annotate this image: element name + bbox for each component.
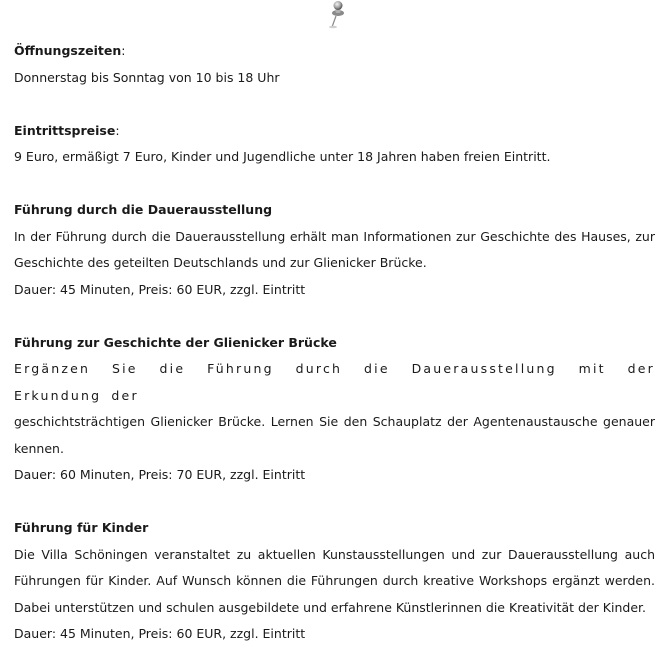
section-paragraph: Die Villa Schöningen veranstaltet zu aktuellen Kunstausstellungen und zur Dauerausstellung auch Führungen für Kinder. Auf Wunsch können die Führungen durch kreative Workshops ergänzt werden. Dabei unterstützen und schulen ausgebildete und erfahrene Künstlerinnen die Kreativität der Kinder. [14,546,655,615]
section-info: Dauer: 45 Minuten, Preis: 60 EUR, zzgl. Eintritt [14,281,306,297]
section-paragraph-first-line: Ergänzen Sie die Führung durch die Dauerausstellung mit der Erkundung der [14,361,655,403]
section-paragraph: In der Führung durch die Dauerausstellung erhält man Informationen zur Geschichte des Hauses, zur Geschichte des geteilten Deutschlands und zur Glienicker Brücke. [14,228,655,270]
opening-hours-text: Donnerstag bis Sonntag von 10 bis 18 Uhr [14,69,280,85]
section-paragraph: geschichtsträchtigen Glienicker Brücke. Lernen Sie den Schauplatz der Agentenaustausche genauer kennen. [14,414,655,456]
section-tour-glienicke-bridge [14,330,655,489]
section-heading: Führung durch die Dauerausstellung [14,202,273,217]
section-heading: Führung zur Geschichte der Glienicker Brücke [14,334,337,350]
pushpin-icon [327,0,349,30]
section-info: Dauer: 45 Minuten, Preis: 60 EUR, zzgl. Eintritt [14,626,306,641]
section-admission-prices [14,118,655,171]
section-info: Dauer: 60 Minuten, Preis: 70 EUR, zzgl. Eintritt [14,467,306,482]
admission-prices-text: 9 Euro, ermäßigt 7 Euro, Kinder und Jugendliche unter 18 Jahren haben freien Eintritt. [14,149,551,164]
section-heading: Öffnungszeiten: [14,43,126,58]
info-document [14,38,655,648]
section-opening-hours [14,38,655,91]
section-heading: Eintrittspreise: [14,122,120,138]
section-tour-children [14,515,655,648]
section-tour-permanent-exhibition [14,197,655,303]
section-heading: Führung für Kinder [14,520,149,535]
